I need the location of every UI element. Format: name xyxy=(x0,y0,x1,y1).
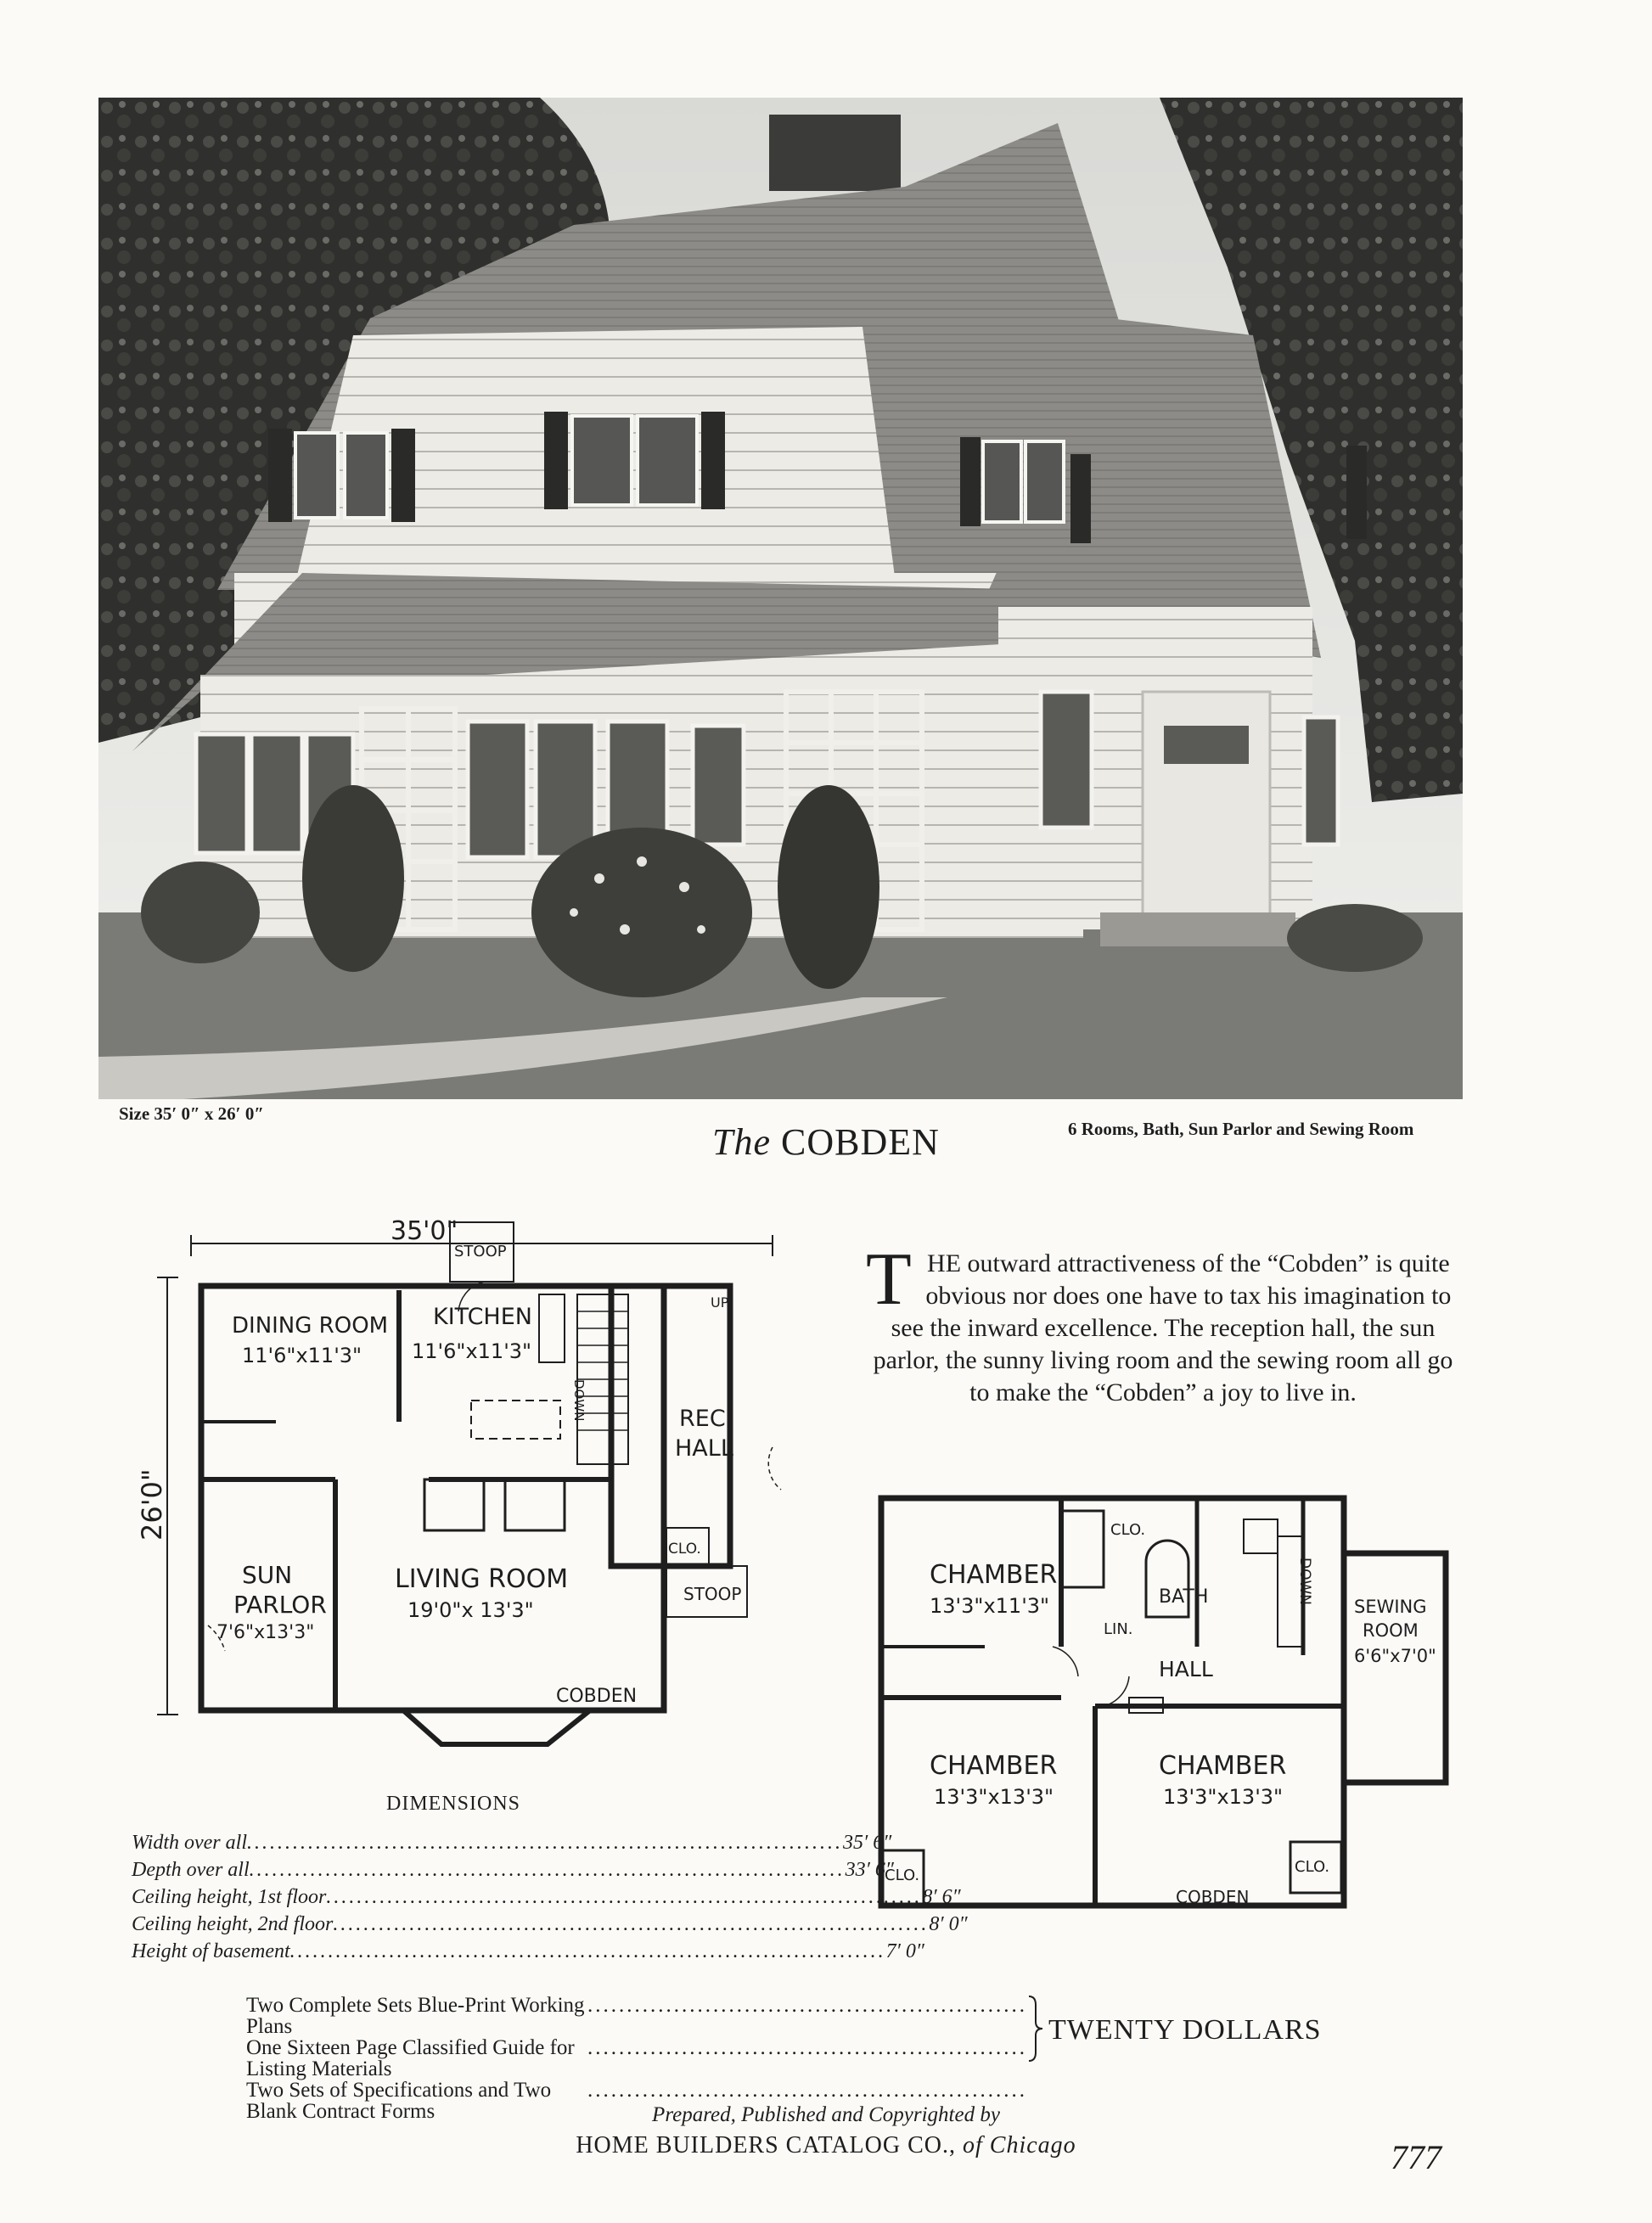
dimension-label: Width over all xyxy=(132,1832,247,1854)
dimension-value: 33′ 6″ xyxy=(845,1859,894,1881)
chamber-1-size: 13'3"x11'3" xyxy=(930,1594,1050,1618)
hall-label: HALL xyxy=(1159,1657,1213,1681)
upper-stairs-down-label: DOWN xyxy=(1296,1558,1313,1605)
leader-dots: .............................................................................. xyxy=(333,1913,930,1935)
house-photograph xyxy=(98,98,1463,1099)
dimension-row xyxy=(132,1883,961,1911)
offer-item-text: One Sixteen Page Classified Guide for Listing Materials xyxy=(246,2036,575,2080)
leader-dots: .............................................................................. xyxy=(289,1940,886,1962)
dimension-row xyxy=(132,1938,924,1965)
dimension-label: Depth over all xyxy=(132,1859,250,1881)
living-room-label: LIVING ROOM xyxy=(395,1564,569,1594)
leader-dots: .............................................................................. xyxy=(246,1832,843,1854)
sun-parlor-size: 7'6"x13'3" xyxy=(216,1622,315,1643)
dimension-row xyxy=(132,1829,892,1856)
sewing-room-size: 6'6"x7'0" xyxy=(1354,1646,1436,1666)
chamber-2-closet-label: CLO. xyxy=(885,1867,920,1884)
leader-dots: ........................................................ xyxy=(587,1994,1027,2017)
offer-item-text: Two Complete Sets Blue-Print Working Plans xyxy=(246,1994,585,2038)
dimension-value: 35′ 6″ xyxy=(842,1832,892,1854)
stoop-side-label: STOOP xyxy=(683,1584,742,1604)
price-label: TWENTY DOLLARS xyxy=(1048,2014,1322,2046)
drop-cap: T xyxy=(866,1238,912,1321)
chamber-3-size: 13'3"x13'3" xyxy=(1163,1785,1284,1809)
stairs-down-label: DOWN xyxy=(571,1379,587,1422)
dimension-label: Ceiling height, 2nd floor xyxy=(132,1913,334,1935)
title-prefix: The xyxy=(712,1121,772,1163)
linen-label: LIN. xyxy=(1104,1620,1133,1638)
page-number: 777 xyxy=(1391,2138,1441,2176)
sewing-room-label-1: SEWING xyxy=(1354,1597,1427,1617)
leader-dots: ........................................................ xyxy=(587,2036,1027,2059)
offer-item xyxy=(246,1995,1027,2037)
publisher-name: HOME BUILDERS CATALOG CO., xyxy=(576,2132,956,2158)
chamber-2-size: 13'3"x13'3" xyxy=(934,1785,1054,1809)
dimension-label: Ceiling height, 1st floor xyxy=(132,1886,327,1908)
sun-parlor-label-2: PARLOR xyxy=(233,1591,327,1619)
publisher-city: of Chicago xyxy=(962,2132,1076,2158)
bath-label: BATH xyxy=(1159,1586,1209,1608)
chamber-2-label: CHAMBER xyxy=(930,1751,1058,1781)
dimension-row xyxy=(132,1856,894,1883)
house-title xyxy=(0,1120,1652,1164)
dimension-value: 7′ 0″ xyxy=(885,1940,924,1962)
stairs-up-label: UP xyxy=(711,1294,729,1311)
dining-room-label: DINING ROOM xyxy=(232,1313,389,1339)
brace-icon xyxy=(1027,1995,1044,2063)
credit-line: Prepared, Published and Copyrighted by xyxy=(652,2103,1000,2126)
dimensions-title: DIMENSIONS xyxy=(386,1793,521,1815)
stoop-top-label: STOOP xyxy=(454,1243,507,1260)
chamber-3-label: CHAMBER xyxy=(1159,1751,1287,1781)
upper-closet-label: CLO. xyxy=(1110,1521,1146,1539)
first-floor-depth: 26'0" xyxy=(136,1468,168,1541)
offer-item-text: Two Sets of Specifications and Two Blank Contract Forms xyxy=(246,2079,552,2123)
leader-dots: ........................................................ xyxy=(587,2079,1027,2102)
second-floor-plan xyxy=(866,1494,1460,1935)
sewing-room-label-2: ROOM xyxy=(1363,1620,1419,1641)
closet-label: CLO. xyxy=(668,1541,701,1558)
offer-item xyxy=(246,2037,1027,2080)
rec-hall-label-1: REC. xyxy=(679,1406,733,1432)
rooms-summary: 6 Rooms, Bath, Sun Parlor and Sewing Room xyxy=(1068,1119,1414,1139)
kitchen-label: KITCHEN xyxy=(433,1304,532,1330)
plan-brand-label: COBDEN xyxy=(556,1686,638,1707)
leader-dots: .............................................................................. xyxy=(249,1859,846,1881)
house-size-label: Size 35′ 0″ x 26′ 0″ xyxy=(119,1103,264,1124)
dimension-value: 8′ 0″ xyxy=(929,1913,968,1935)
dimension-label: Height of basement xyxy=(132,1940,290,1962)
dimension-row xyxy=(132,1911,968,1938)
upper-brand-label: COBDEN xyxy=(1176,1887,1250,1907)
leader-dots: .............................................................................. xyxy=(326,1886,923,1908)
chamber-1-label: CHAMBER xyxy=(930,1560,1058,1590)
sun-parlor-label-1: SUN xyxy=(242,1561,293,1589)
first-floor-width: 35'0" xyxy=(391,1216,458,1246)
title-name: COBDEN xyxy=(781,1121,940,1163)
rec-hall-label-2: HALL xyxy=(675,1435,733,1462)
dimension-value: 8′ 6″ xyxy=(922,1886,961,1908)
kitchen-size: 11'6"x11'3" xyxy=(412,1339,532,1363)
chamber-3-closet-label: CLO. xyxy=(1295,1858,1330,1876)
living-room-size: 19'0"x 13'3" xyxy=(407,1598,534,1622)
description-text: HE outward attractiveness of the “Cobden” is quite obvious nor does one have to tax his imagination to see the inward excellence. The reception hall, the sun parlor, the sunny living room and the sewing room all go to make the “Cobden” a joy to live in. xyxy=(873,1249,1453,1406)
first-floor-plan xyxy=(136,1210,789,1770)
description xyxy=(866,1238,1460,1409)
dining-room-size: 11'6"x11'3" xyxy=(242,1344,362,1367)
